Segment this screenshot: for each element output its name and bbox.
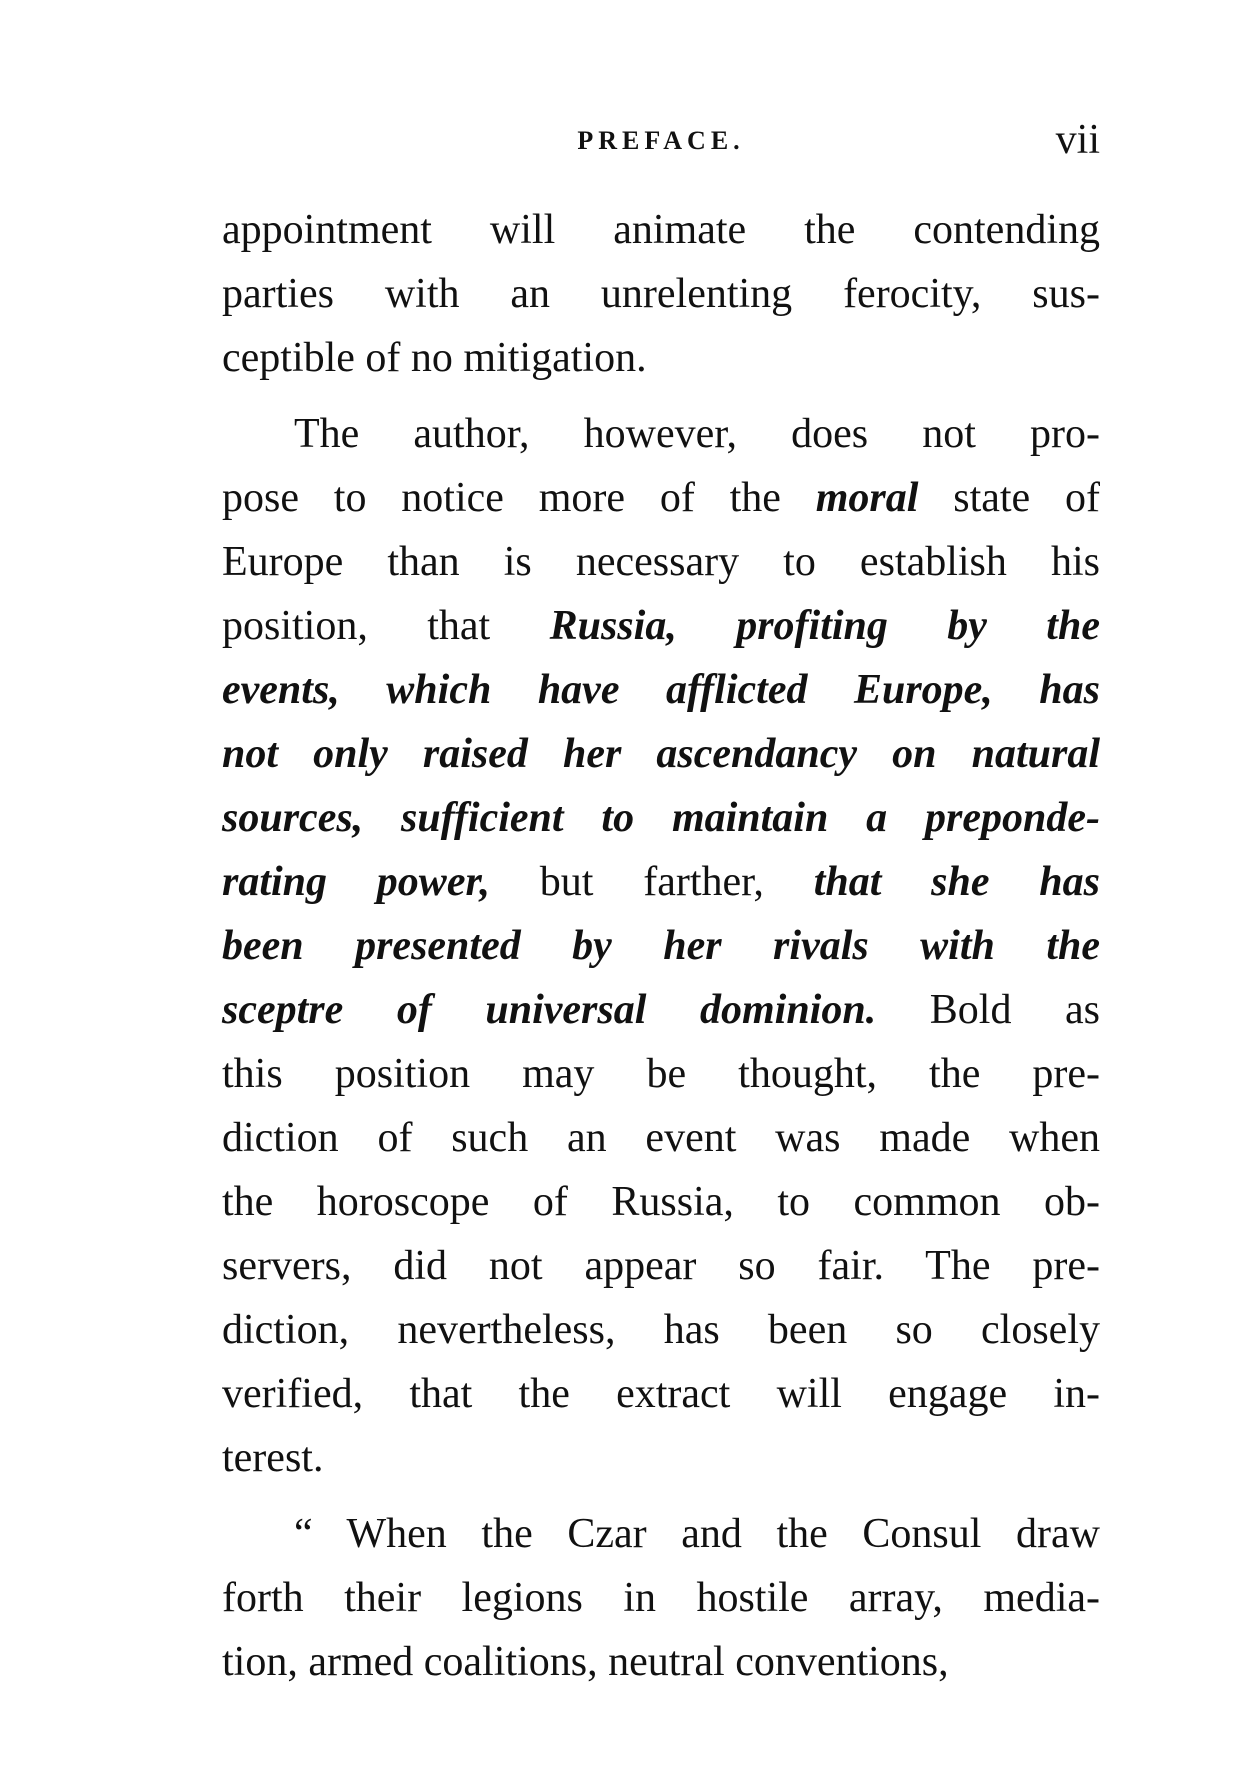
- text-segment: parties with an unrelenting ferocity, sus-: [222, 271, 1100, 317]
- text-line: [222, 1298, 1100, 1362]
- body-text: [222, 198, 1100, 1694]
- text-segment: state of: [918, 475, 1100, 521]
- text-segment: forth their legions in hostile array, media-: [222, 1575, 1100, 1621]
- text-segment: tion, armed coalitions, neutral conventions,: [222, 1639, 949, 1685]
- italic-text: rating power,: [222, 859, 490, 905]
- text-line: [222, 1234, 1100, 1298]
- text-line: [222, 978, 1100, 1042]
- italic-text: Russia, profiting by the: [549, 603, 1100, 649]
- text-line: [222, 262, 1100, 326]
- text-segment: position, that: [222, 603, 550, 649]
- text-line: [222, 1566, 1100, 1630]
- text-line: [222, 1106, 1100, 1170]
- text-segment: diction of such an event was made when: [222, 1115, 1100, 1161]
- italic-text: been presented by her rivals with the: [222, 923, 1100, 969]
- text-segment: but farther,: [490, 859, 814, 905]
- page-number: vii: [1055, 117, 1100, 163]
- text-line: [222, 1042, 1100, 1106]
- italic-text: events, which have afflicted Europe, has: [222, 667, 1100, 713]
- text-segment: The author, however, does not pro-: [294, 411, 1100, 457]
- text-segment: appointment will animate the contending: [222, 207, 1100, 253]
- text-line: [222, 1426, 1100, 1490]
- italic-text: sceptre of universal dominion.: [222, 987, 877, 1033]
- text-segment: “ When the Czar and the Consul draw: [294, 1511, 1100, 1557]
- text-line: [222, 1170, 1100, 1234]
- paragraph: [222, 402, 1100, 1490]
- text-line: [222, 594, 1100, 658]
- text-line: [222, 466, 1100, 530]
- italic-text: that she has: [813, 859, 1100, 905]
- text-line: [222, 914, 1100, 978]
- text-line: [222, 786, 1100, 850]
- running-head: [222, 118, 1100, 168]
- italic-text: sources, sufficient to maintain a preponde-: [222, 795, 1100, 841]
- text-segment: pose to notice more of the: [222, 475, 816, 521]
- text-line: [222, 326, 1100, 390]
- text-line: [222, 1630, 1100, 1694]
- text-line: [222, 198, 1100, 262]
- text-segment: terest.: [222, 1435, 324, 1481]
- text-line: [222, 402, 1100, 466]
- text-line: [222, 1502, 1100, 1566]
- italic-text: not only raised her ascendancy on natural: [222, 731, 1100, 777]
- running-title: PREFACE.: [577, 126, 745, 155]
- text-line: [222, 530, 1100, 594]
- text-line: [222, 850, 1100, 914]
- paragraph: [222, 1502, 1100, 1694]
- text-segment: servers, did not appear so fair. The pre-: [222, 1243, 1100, 1289]
- text-segment: verified, that the extract will engage in-: [222, 1371, 1100, 1417]
- text-segment: this position may be thought, the pre-: [222, 1051, 1100, 1097]
- italic-text: moral: [815, 475, 919, 521]
- text-segment: ceptible of no mitigation.: [222, 335, 647, 381]
- text-segment: Europe than is necessary to establish his: [222, 539, 1100, 585]
- text-segment: diction, nevertheless, has been so closely: [222, 1307, 1100, 1353]
- text-line: [222, 722, 1100, 786]
- text-line: [222, 658, 1100, 722]
- paragraph: [222, 198, 1100, 390]
- text-segment: the horoscope of Russia, to common ob-: [222, 1179, 1100, 1225]
- text-segment: Bold as: [876, 987, 1100, 1033]
- text-line: [222, 1362, 1100, 1426]
